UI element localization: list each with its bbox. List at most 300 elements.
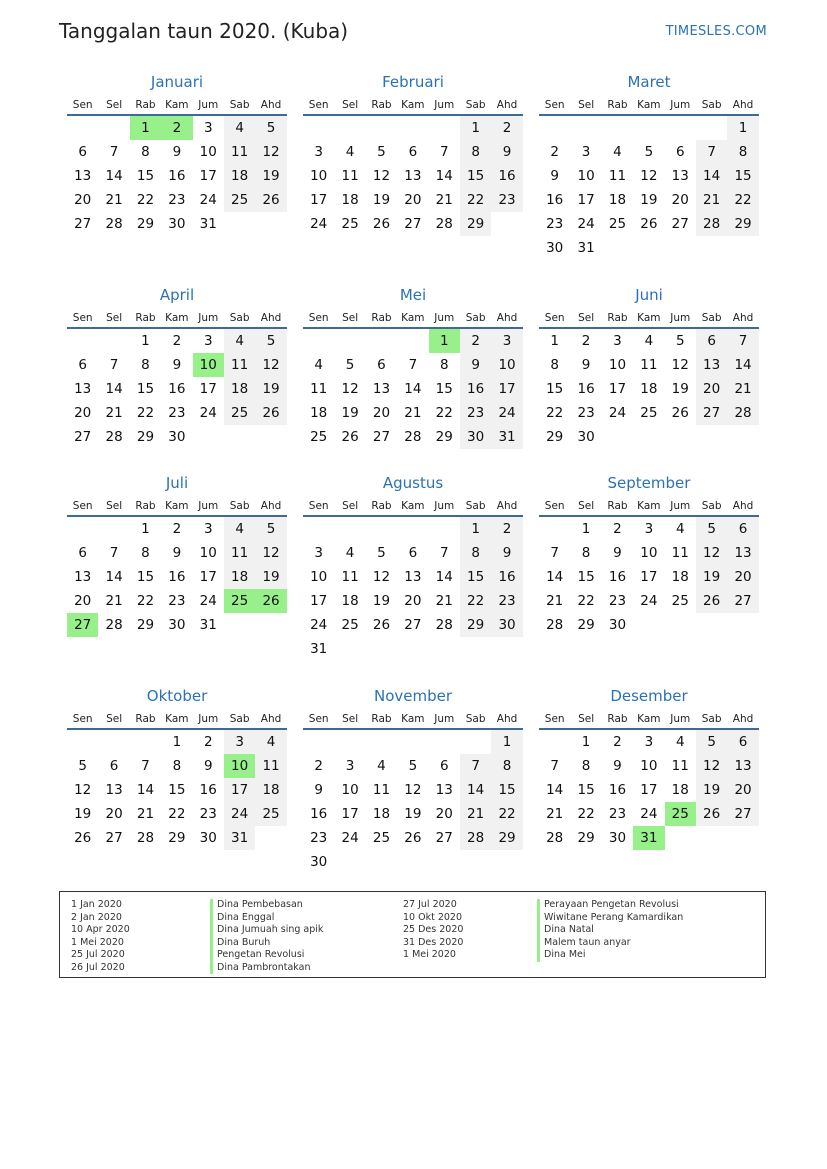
day-cell: 24 xyxy=(199,405,217,421)
day-cell: 22 xyxy=(460,188,491,212)
legend-holiday-name: Dina Natal xyxy=(537,924,683,937)
day-cell: 12 xyxy=(341,381,359,397)
day-cell: 5 xyxy=(255,517,286,541)
day-cell: 11 xyxy=(671,758,689,774)
day-cell: 26 xyxy=(696,589,727,613)
day-cell: 31 xyxy=(199,617,217,633)
month-7 xyxy=(67,473,287,637)
weekday-header: Rab xyxy=(130,710,161,730)
day-cell: 9 xyxy=(550,168,559,184)
day-cell: 12 xyxy=(255,140,286,164)
day-cell: 20 xyxy=(74,192,92,208)
legend-date: 26 Jul 2020 xyxy=(71,961,125,973)
empty-cell xyxy=(98,116,129,140)
weekday-header: Ahd xyxy=(491,309,522,329)
day-cell: 2 xyxy=(314,758,323,774)
day-cell: 5 xyxy=(255,329,286,353)
day-cell: 1 xyxy=(460,517,491,541)
day-cell: 18 xyxy=(255,778,286,802)
day-cell: 10 xyxy=(577,168,595,184)
day-cell: 27 xyxy=(727,589,758,613)
day-cell: 8 xyxy=(727,140,758,164)
day-cell: 10 xyxy=(640,758,658,774)
weekday-header: Kam xyxy=(397,497,428,517)
empty-cell xyxy=(429,517,460,541)
day-cell: 2 xyxy=(581,333,591,349)
day-cell: 15 xyxy=(136,168,155,184)
day-cell: 5 xyxy=(696,517,727,541)
weekday-header: Rab xyxy=(602,96,633,116)
weekday-header: Sab xyxy=(224,497,255,517)
day-cell: 8 xyxy=(460,140,491,164)
day-cell: 14 xyxy=(105,381,123,397)
weekday-header: Ahd xyxy=(727,309,758,329)
day-cell: 13 xyxy=(74,569,92,585)
day-cell: 1 xyxy=(491,730,522,754)
empty-cell xyxy=(67,116,98,140)
day-cell: 12 xyxy=(255,353,286,377)
day-cell: 20 xyxy=(696,377,727,401)
weekday-header: Sen xyxy=(539,96,570,116)
day-cell: 3 xyxy=(203,333,213,349)
day-cell: 18 xyxy=(671,569,689,585)
holiday-day-cell: 2 xyxy=(161,116,192,140)
day-cell: 6 xyxy=(377,357,386,373)
weekday-header: Rab xyxy=(366,497,397,517)
weekday-header: Kam xyxy=(633,96,664,116)
empty-cell xyxy=(366,517,397,541)
month-5 xyxy=(303,285,523,449)
day-cell: 25 xyxy=(671,593,689,609)
month-name: November xyxy=(373,687,453,705)
day-cell: 11 xyxy=(255,754,286,778)
day-cell: 28 xyxy=(136,830,155,846)
weekday-header: Kam xyxy=(161,309,192,329)
empty-cell xyxy=(460,730,491,754)
day-cell: 11 xyxy=(372,782,391,798)
day-cell: 19 xyxy=(74,806,92,822)
month-name: Juli xyxy=(165,474,189,492)
day-cell: 17 xyxy=(341,806,359,822)
weekday-header: Jum xyxy=(429,96,460,116)
day-cell: 6 xyxy=(439,758,449,774)
day-cell: 11 xyxy=(224,140,255,164)
day-cell: 22 xyxy=(136,593,155,609)
day-cell: 17 xyxy=(224,778,255,802)
empty-cell xyxy=(334,329,365,353)
day-cell: 19 xyxy=(671,381,689,397)
day-cell: 28 xyxy=(435,216,453,232)
day-cell: 7 xyxy=(550,758,559,774)
day-cell: 22 xyxy=(577,806,595,822)
legend-date: 1 Jan 2020 xyxy=(71,899,122,910)
weekday-header: Jum xyxy=(429,497,460,517)
weekday-header: Jum xyxy=(193,309,224,329)
day-cell: 26 xyxy=(255,188,286,212)
weekday-header: Kam xyxy=(397,309,428,329)
day-cell: 10 xyxy=(310,569,328,585)
day-cell: 14 xyxy=(105,569,123,585)
day-cell: 9 xyxy=(172,357,182,373)
day-cell: 25 xyxy=(341,216,359,232)
day-cell: 6 xyxy=(696,329,727,353)
holiday-day-cell: 10 xyxy=(224,754,255,778)
day-cell: 14 xyxy=(435,168,453,184)
day-cell: 4 xyxy=(224,517,255,541)
day-cell: 30 xyxy=(168,617,186,633)
day-cell: 11 xyxy=(671,545,689,561)
day-cell: 24 xyxy=(640,593,658,609)
day-cell: 10 xyxy=(640,545,658,561)
legend-names-left xyxy=(210,899,323,974)
weekday-header: Ahd xyxy=(727,96,758,116)
day-cell: 23 xyxy=(608,806,627,822)
day-cell: 1 xyxy=(141,521,150,537)
day-cell: 2 xyxy=(460,329,491,353)
day-cell: 30 xyxy=(460,425,491,449)
legend-date: 1 Mei 2020 xyxy=(71,936,124,948)
day-cell: 21 xyxy=(435,192,453,208)
day-cell: 24 xyxy=(199,192,217,208)
day-cell: 6 xyxy=(408,545,418,561)
day-cell: 14 xyxy=(435,569,453,585)
holiday-day-cell: 26 xyxy=(255,589,286,613)
day-cell: 15 xyxy=(546,381,564,397)
day-cell: 24 xyxy=(310,216,328,232)
weekday-header: Sen xyxy=(303,309,334,329)
day-cell: 4 xyxy=(613,144,622,160)
day-cell: 29 xyxy=(136,429,155,445)
month-10 xyxy=(67,686,287,850)
day-cell: 30 xyxy=(608,617,627,633)
day-cell: 27 xyxy=(105,830,123,846)
month-name: Oktober xyxy=(146,687,208,705)
day-cell: 17 xyxy=(310,593,328,609)
legend-names-right xyxy=(537,899,683,962)
weekday-header: Rab xyxy=(366,96,397,116)
day-cell: 17 xyxy=(199,168,217,184)
weekday-header: Jum xyxy=(193,710,224,730)
day-cell: 25 xyxy=(255,802,286,826)
day-cell: 20 xyxy=(727,778,758,802)
day-cell: 7 xyxy=(109,545,119,561)
day-cell: 10 xyxy=(310,168,328,184)
day-cell: 16 xyxy=(608,782,627,798)
empty-cell xyxy=(429,730,460,754)
month-name: Maret xyxy=(627,73,671,91)
day-cell: 2 xyxy=(613,521,622,537)
weekday-header: Jum xyxy=(665,96,696,116)
day-cell: 12 xyxy=(696,754,727,778)
day-cell: 5 xyxy=(696,730,727,754)
day-cell: 25 xyxy=(372,830,391,846)
day-cell: 8 xyxy=(491,754,522,778)
day-cell: 3 xyxy=(314,545,323,561)
weekday-header: Rab xyxy=(130,96,161,116)
day-cell: 19 xyxy=(640,192,658,208)
weekday-header: Ahd xyxy=(727,710,758,730)
day-cell: 14 xyxy=(727,353,758,377)
day-cell: 19 xyxy=(372,192,391,208)
month-name: Desember xyxy=(610,687,688,705)
day-cell: 3 xyxy=(345,758,355,774)
day-cell: 6 xyxy=(78,545,87,561)
day-cell: 1 xyxy=(581,521,591,537)
day-cell: 30 xyxy=(546,240,564,256)
day-cell: 3 xyxy=(203,120,213,136)
empty-cell xyxy=(130,730,161,754)
weekday-header: Sen xyxy=(303,497,334,517)
weekday-header: Sab xyxy=(224,710,255,730)
weekday-header: Rab xyxy=(602,309,633,329)
day-cell: 15 xyxy=(460,164,491,188)
empty-cell xyxy=(397,329,428,353)
day-cell: 10 xyxy=(199,144,217,160)
day-cell: 29 xyxy=(460,212,491,236)
weekday-header: Sab xyxy=(696,710,727,730)
day-cell: 4 xyxy=(675,521,685,537)
day-cell: 16 xyxy=(546,192,564,208)
weekday-header: Sel xyxy=(334,710,365,730)
weekday-header: Sab xyxy=(460,710,491,730)
day-cell: 13 xyxy=(372,381,391,397)
day-cell: 26 xyxy=(372,617,391,633)
day-cell: 2 xyxy=(491,116,522,140)
day-cell: 28 xyxy=(727,401,758,425)
weekday-header: Jum xyxy=(193,96,224,116)
day-cell: 9 xyxy=(460,353,491,377)
day-cell: 3 xyxy=(203,521,213,537)
legend-holiday-name: Dina Enggal xyxy=(210,912,323,925)
day-cell: 25 xyxy=(310,429,328,445)
holiday-day-cell: 27 xyxy=(67,613,98,637)
day-cell: 9 xyxy=(613,545,622,561)
weekday-header: Sab xyxy=(460,96,491,116)
day-cell: 16 xyxy=(168,381,186,397)
holiday-day-cell: 1 xyxy=(130,116,161,140)
day-cell: 24 xyxy=(310,617,328,633)
day-cell: 9 xyxy=(491,140,522,164)
weekday-header: Sen xyxy=(67,710,98,730)
day-cell: 8 xyxy=(141,545,150,561)
day-cell: 10 xyxy=(341,782,359,798)
day-cell: 21 xyxy=(105,405,123,421)
day-cell: 26 xyxy=(255,401,286,425)
day-cell: 29 xyxy=(577,830,595,846)
weekday-header: Sen xyxy=(539,497,570,517)
day-cell: 29 xyxy=(491,826,522,850)
day-cell: 20 xyxy=(74,593,92,609)
holiday-legend xyxy=(59,891,766,978)
legend-holiday-name: Perayaan Pengetan Revolusi xyxy=(537,899,683,912)
day-cell: 7 xyxy=(109,144,119,160)
day-cell: 9 xyxy=(581,357,591,373)
day-cell: 15 xyxy=(168,782,186,798)
day-cell: 7 xyxy=(109,357,119,373)
day-cell: 2 xyxy=(203,734,213,750)
day-cell: 14 xyxy=(460,778,491,802)
day-cell: 1 xyxy=(727,116,758,140)
legend-holiday-name: Malem taun anyar xyxy=(537,937,683,950)
day-cell: 4 xyxy=(224,329,255,353)
day-cell: 9 xyxy=(314,782,323,798)
day-cell: 29 xyxy=(460,613,491,637)
day-cell: 27 xyxy=(74,216,92,232)
day-cell: 17 xyxy=(577,192,595,208)
day-cell: 7 xyxy=(408,357,418,373)
day-cell: 30 xyxy=(168,429,186,445)
day-cell: 18 xyxy=(372,806,391,822)
day-cell: 15 xyxy=(577,569,595,585)
day-cell: 24 xyxy=(224,802,255,826)
day-cell: 21 xyxy=(105,593,123,609)
day-cell: 11 xyxy=(341,569,359,585)
day-cell: 30 xyxy=(168,216,186,232)
legend-date: 10 Okt 2020 xyxy=(403,911,463,923)
day-cell: 26 xyxy=(671,405,689,421)
day-cell: 31 xyxy=(310,641,328,657)
day-cell: 3 xyxy=(491,329,522,353)
day-cell: 28 xyxy=(105,617,123,633)
page-title: Tanggalan taun 2020. (Kuba) xyxy=(59,19,349,43)
weekday-header: Kam xyxy=(161,497,192,517)
day-cell: 30 xyxy=(310,854,328,870)
day-cell: 7 xyxy=(727,329,758,353)
brand-link[interactable]: TIMESLES.COM xyxy=(665,24,767,39)
day-cell: 7 xyxy=(460,754,491,778)
day-cell: 31 xyxy=(491,425,522,449)
day-cell: 22 xyxy=(577,593,595,609)
day-cell: 13 xyxy=(727,541,758,565)
day-cell: 2 xyxy=(491,517,522,541)
day-cell: 30 xyxy=(577,429,595,445)
weekday-header: Rab xyxy=(602,710,633,730)
empty-cell xyxy=(98,517,129,541)
day-cell: 26 xyxy=(640,216,658,232)
day-cell: 17 xyxy=(310,192,328,208)
day-cell: 21 xyxy=(696,188,727,212)
day-cell: 20 xyxy=(727,565,758,589)
day-cell: 16 xyxy=(491,565,522,589)
weekday-header: Sel xyxy=(570,710,601,730)
day-cell: 3 xyxy=(314,144,323,160)
day-cell: 15 xyxy=(136,569,155,585)
day-cell: 16 xyxy=(168,168,186,184)
day-cell: 14 xyxy=(546,569,564,585)
weekday-header: Kam xyxy=(161,710,192,730)
day-cell: 28 xyxy=(105,216,123,232)
day-cell: 14 xyxy=(136,782,155,798)
day-cell: 22 xyxy=(136,192,155,208)
weekday-header: Jum xyxy=(665,497,696,517)
day-cell: 15 xyxy=(577,782,595,798)
holiday-day-cell: 25 xyxy=(224,589,255,613)
weekday-header: Kam xyxy=(633,710,664,730)
day-cell: 18 xyxy=(224,565,255,589)
day-cell: 3 xyxy=(581,144,591,160)
day-cell: 27 xyxy=(404,216,422,232)
day-cell: 23 xyxy=(199,806,217,822)
day-cell: 13 xyxy=(671,168,689,184)
day-cell: 30 xyxy=(608,830,627,846)
month-3 xyxy=(539,72,759,260)
day-cell: 16 xyxy=(491,164,522,188)
weekday-header: Ahd xyxy=(255,497,286,517)
day-cell: 10 xyxy=(608,357,627,373)
day-cell: 19 xyxy=(696,565,727,589)
empty-cell xyxy=(366,116,397,140)
weekday-header: Sab xyxy=(696,497,727,517)
empty-cell xyxy=(67,329,98,353)
day-cell: 2 xyxy=(172,333,182,349)
empty-cell xyxy=(539,730,570,754)
day-cell: 20 xyxy=(435,806,453,822)
day-cell: 21 xyxy=(460,802,491,826)
weekday-header: Ahd xyxy=(727,497,758,517)
day-cell: 24 xyxy=(577,216,595,232)
weekday-header: Sel xyxy=(334,497,365,517)
day-cell: 28 xyxy=(460,826,491,850)
day-cell: 13 xyxy=(74,168,92,184)
weekday-header: Kam xyxy=(161,96,192,116)
day-cell: 6 xyxy=(727,730,758,754)
day-cell: 19 xyxy=(404,806,422,822)
weekday-header: Sen xyxy=(303,710,334,730)
day-cell: 17 xyxy=(608,381,627,397)
day-cell: 4 xyxy=(314,357,323,373)
day-cell: 5 xyxy=(377,144,386,160)
day-cell: 8 xyxy=(581,758,591,774)
empty-cell xyxy=(539,116,570,140)
empty-cell xyxy=(334,730,365,754)
empty-cell xyxy=(397,116,428,140)
day-cell: 19 xyxy=(255,377,286,401)
day-cell: 9 xyxy=(613,758,622,774)
day-cell: 21 xyxy=(136,806,155,822)
day-cell: 26 xyxy=(404,830,422,846)
weekday-header: Sel xyxy=(334,96,365,116)
weekday-header: Kam xyxy=(397,96,428,116)
day-cell: 14 xyxy=(105,168,123,184)
day-cell: 21 xyxy=(546,593,564,609)
day-cell: 6 xyxy=(675,144,685,160)
day-cell: 9 xyxy=(491,541,522,565)
day-cell: 13 xyxy=(404,569,422,585)
day-cell: 16 xyxy=(168,569,186,585)
empty-cell xyxy=(303,329,334,353)
day-cell: 12 xyxy=(255,541,286,565)
day-cell: 22 xyxy=(136,405,155,421)
weekday-header: Sel xyxy=(98,497,129,517)
day-cell: 4 xyxy=(675,734,685,750)
day-cell: 25 xyxy=(640,405,658,421)
weekday-header: Sel xyxy=(98,710,129,730)
empty-cell xyxy=(539,517,570,541)
day-cell: 9 xyxy=(172,545,182,561)
weekday-header: Sen xyxy=(67,96,98,116)
weekday-header: Kam xyxy=(633,309,664,329)
day-cell: 29 xyxy=(136,216,155,232)
day-cell: 5 xyxy=(644,144,654,160)
day-cell: 23 xyxy=(491,188,522,212)
day-cell: 2 xyxy=(613,734,622,750)
day-cell: 5 xyxy=(78,758,87,774)
empty-cell xyxy=(602,116,633,140)
day-cell: 31 xyxy=(199,216,217,232)
day-cell: 25 xyxy=(608,216,627,232)
day-cell: 4 xyxy=(255,730,286,754)
day-cell: 4 xyxy=(345,144,355,160)
